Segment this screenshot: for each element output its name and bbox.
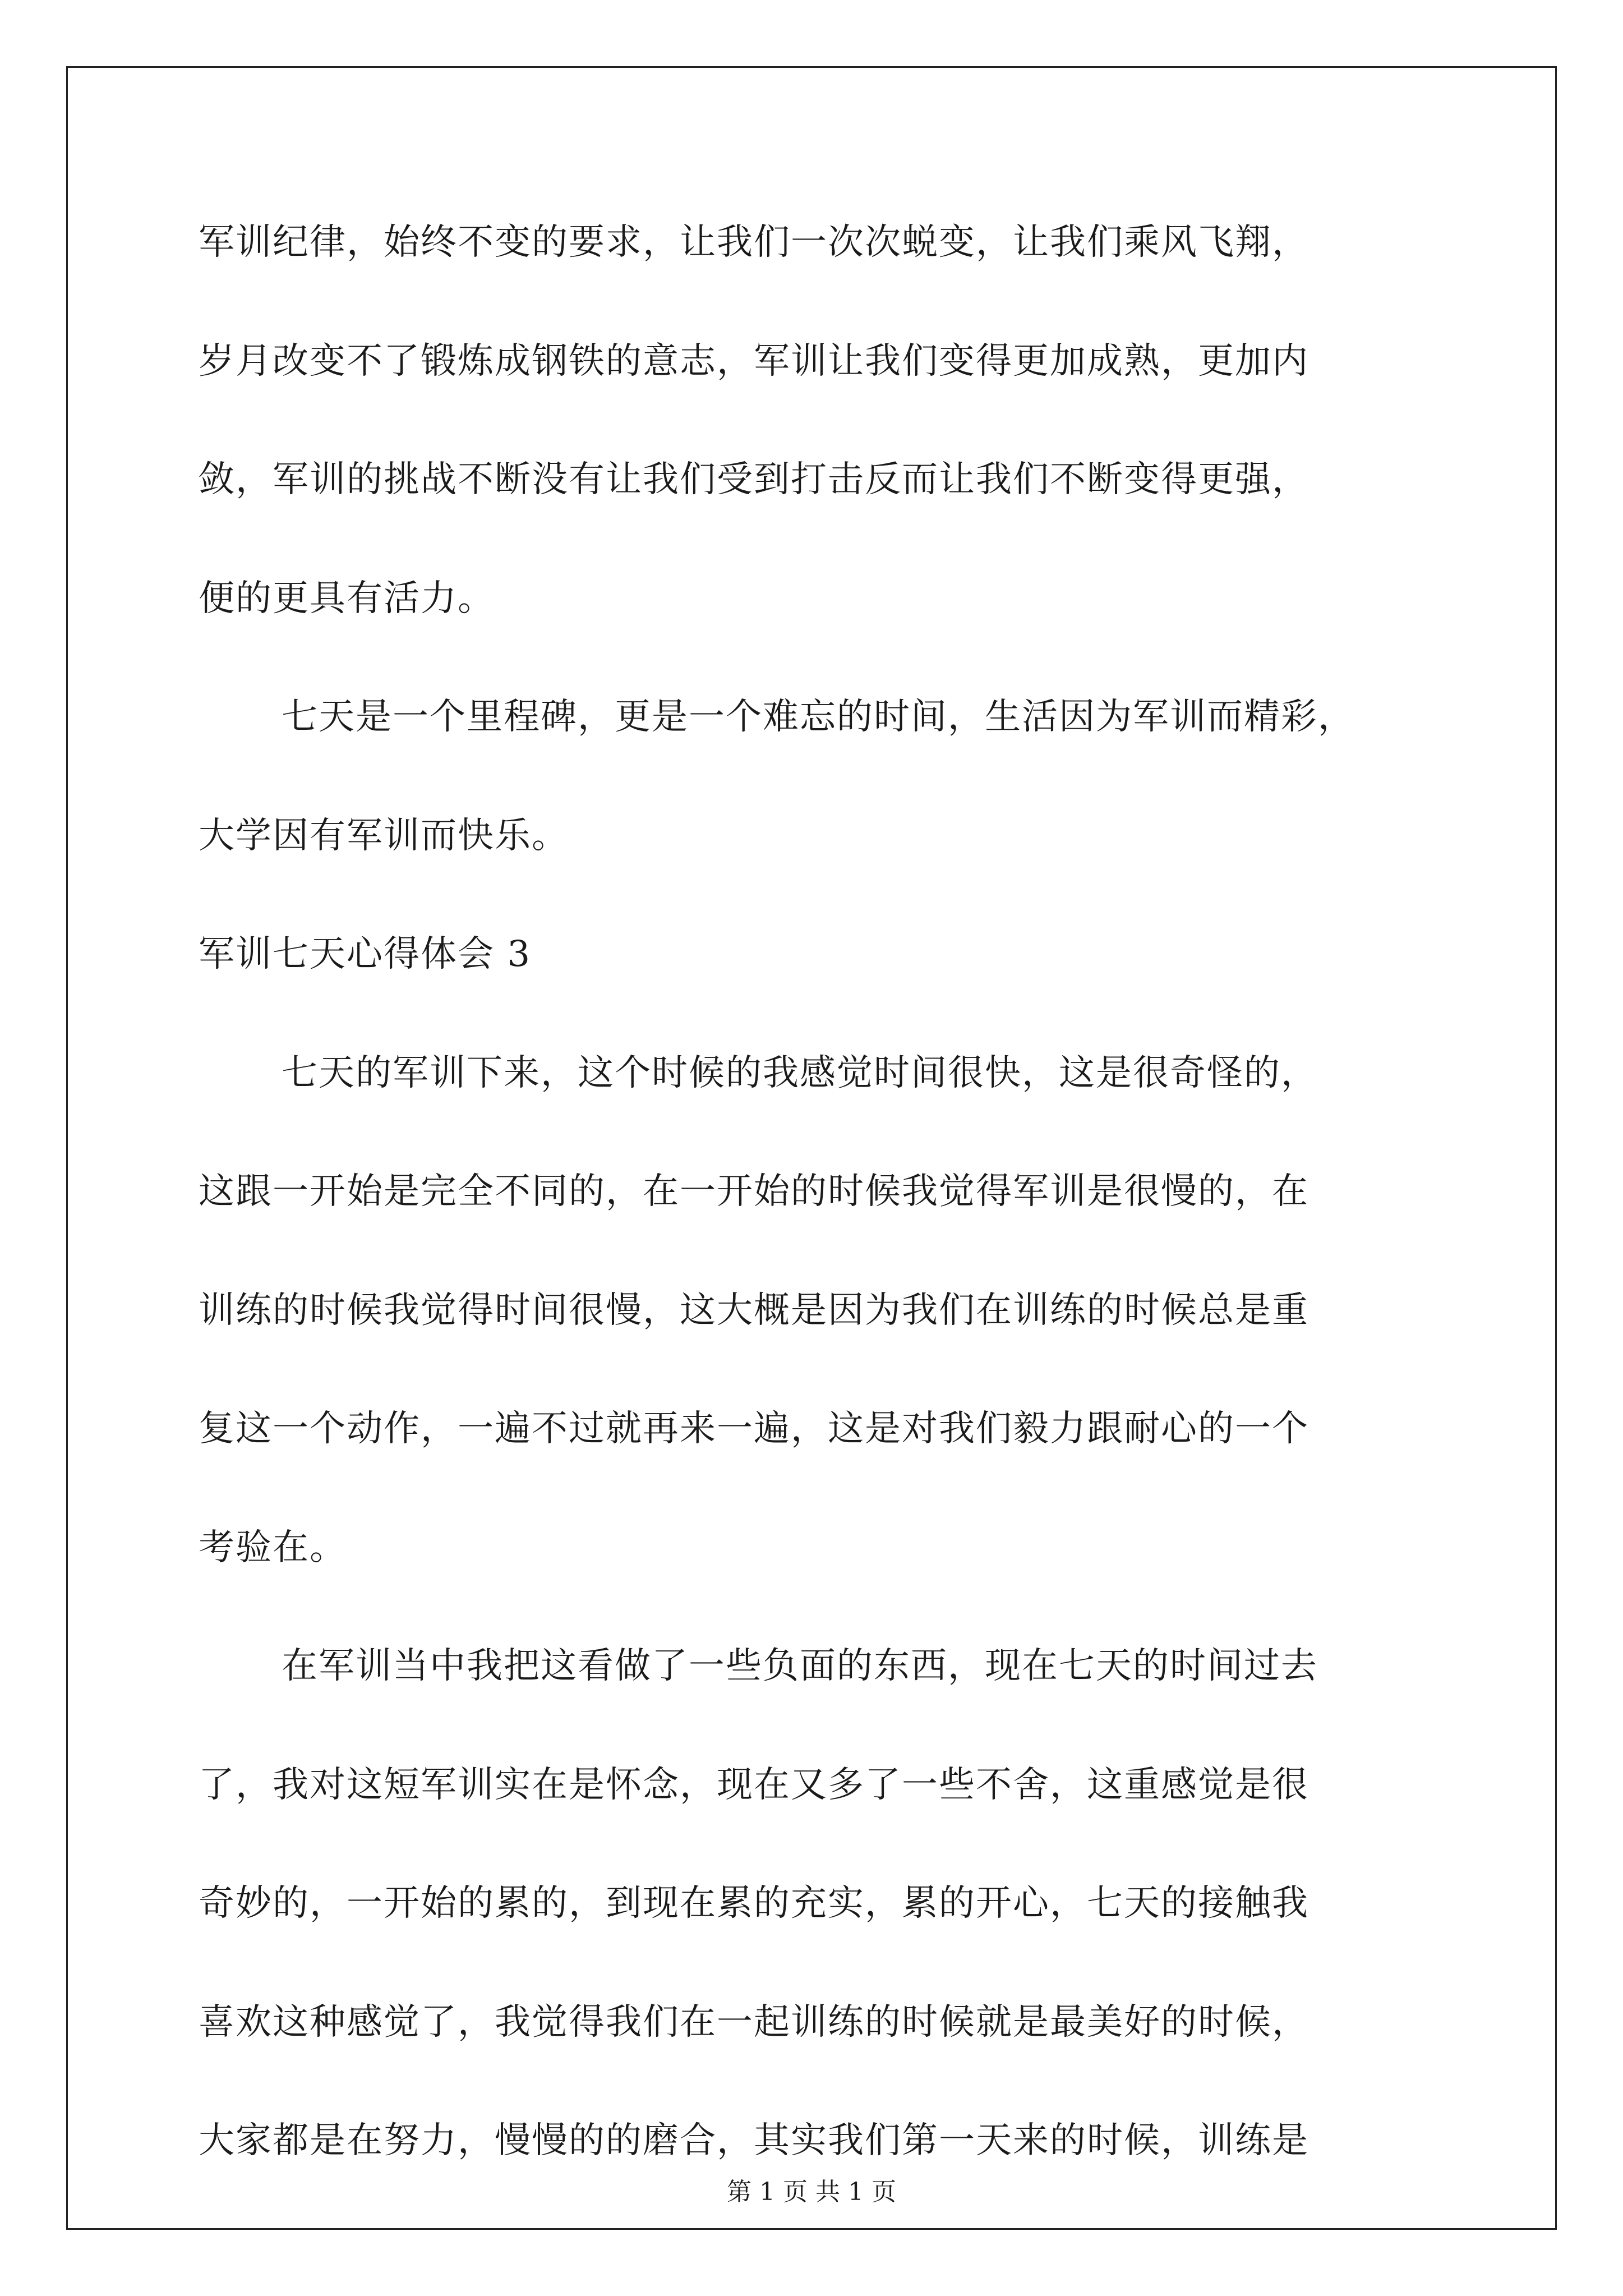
paragraph-2-line-1: 七天是一个里程碑，更是一个难忘的时间，生活因为军训而精彩， [282,696,1355,738]
paragraph-3-line-5: 考验在。 [199,1527,347,1568]
paragraph-4-line-3: 奇妙的，一开始的累的，到现在累的充实，累的开心，七天的接触我 [199,1883,1309,1924]
paragraph-4-line-2: 了，我对这短军训实在是怀念，现在又多了一些不舍，这重感觉是很 [199,1764,1309,1806]
paragraph-4-line-4: 喜欢这种感觉了，我觉得我们在一起训练的时候就是最美好的时候， [199,2001,1309,2043]
paragraph-1-line-2: 岁月改变不了锻炼成钢铁的意志，军训让我们变得更加成熟，更加内 [199,341,1309,382]
paragraph-3-line-2: 这跟一开始是完全不同的，在一开始的时候我觉得军训是很慢的，在 [199,1171,1309,1212]
section-heading: 军训七天心得体会 3 [199,933,532,975]
paragraph-1-line-4: 便的更具有活力。 [199,578,495,619]
paragraph-4-line-5: 大家都是在努力，慢慢的的磨合，其实我们第一天来的时候，训练是 [199,2120,1309,2161]
page-footer: 第 1 页 共 1 页 [727,2178,896,2206]
paragraph-1-line-3: 敛，军训的挑战不断没有让我们受到打击反而让我们不断变得更强， [199,459,1309,500]
paragraph-3-line-3: 训练的时候我觉得时间很慢，这大概是因为我们在训练的时候总是重 [199,1290,1309,1331]
paragraph-3-line-4: 复这一个动作，一遍不过就再来一遍，这是对我们毅力跟耐心的一个 [199,1408,1309,1450]
paragraph-4-line-1: 在军训当中我把这看做了一些负面的东西，现在七天的时间过去 [282,1645,1318,1687]
paragraph-1-line-1: 军训纪律，始终不变的要求，让我们一次次蜕变，让我们乘风飞翔， [199,222,1309,263]
paragraph-2-line-2: 大学因有军训而快乐。 [199,815,569,857]
paragraph-3-line-1: 七天的军训下来，这个时候的我感觉时间很快，这是很奇怪的， [282,1052,1318,1094]
